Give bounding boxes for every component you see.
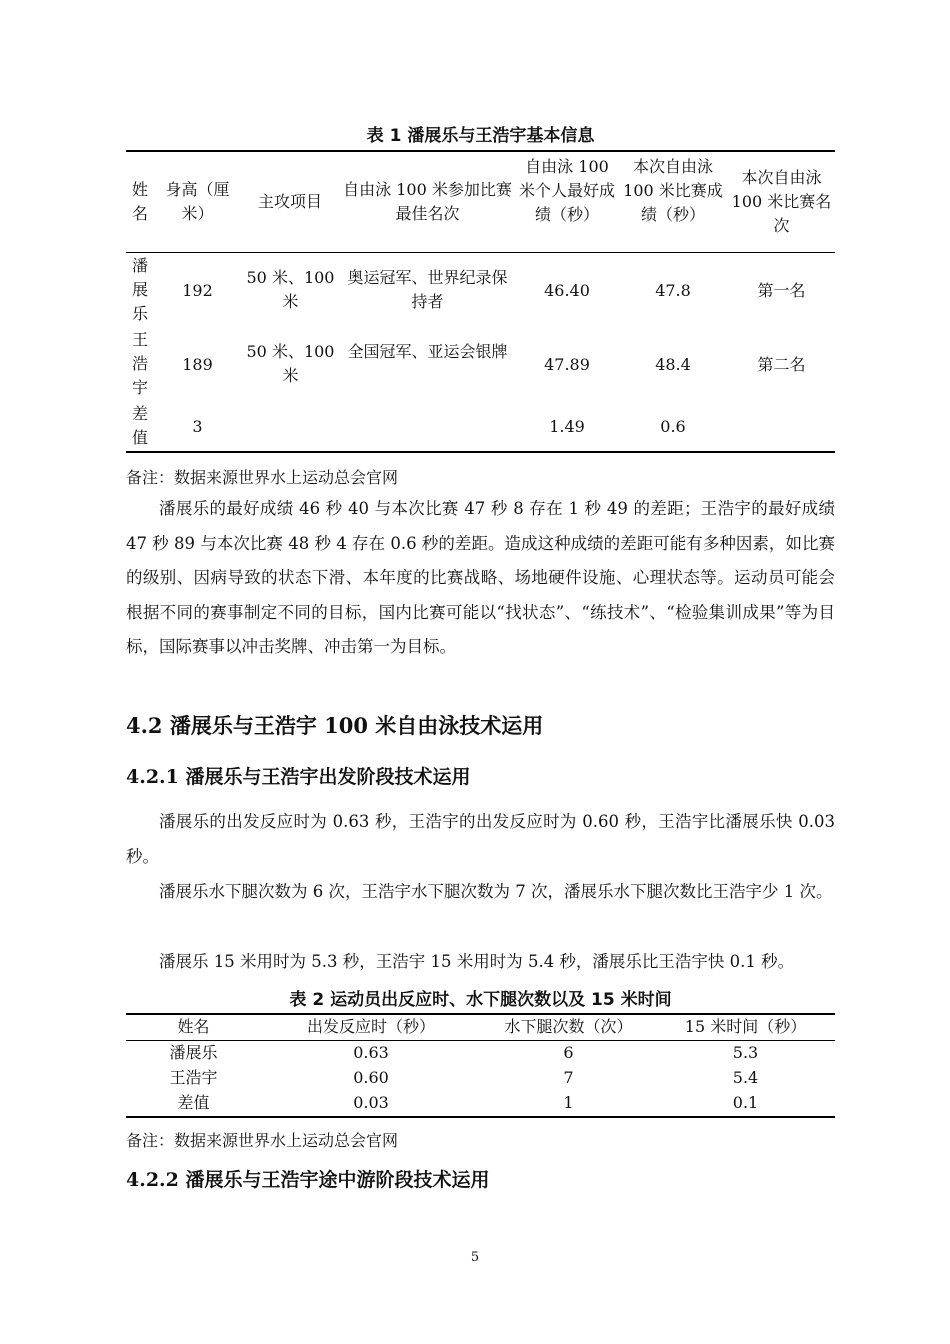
- table2-cell-kicks: 6: [563, 1043, 574, 1062]
- paragraph-underwater-kicks: 潘展乐水下腿次数为 6 次，王浩宇水下腿次数为 7 次，潘展乐水下腿次数比王浩宇少 1 次。: [159, 882, 833, 901]
- section-heading-4-2-1: 4.2.1 潘展乐与王浩宇出发阶段技术运用: [126, 766, 471, 788]
- paragraph-15m-time: 潘展乐 15 米用时为 5.3 秒，王浩宇 15 米用时为 5.4 秒，潘展乐比王浩宇快 0.1 秒。: [159, 952, 795, 971]
- table1-note: 备注：数据来源世界水上运动总会官网: [126, 468, 399, 487]
- table1-cell-event: 50 米、100 米: [246, 268, 335, 311]
- table1-cell-name: 差值: [131, 404, 148, 447]
- table1-cell-best-rank: 奥运冠军、世界纪录保持者: [347, 268, 508, 311]
- table1-cell-this-result: 48.4: [655, 355, 691, 374]
- table1-cell-this-rank: 第一名: [757, 281, 806, 300]
- table1-cell-height: 192: [182, 281, 213, 300]
- table2-cell-15m: 5.3: [732, 1043, 759, 1062]
- table1-header-height: 身高（厘米）: [165, 180, 230, 223]
- table1-cell-event: 50 米、100 米: [246, 342, 335, 385]
- table1-cell-height: 3: [192, 417, 203, 436]
- table1-cell-personal-best: 47.89: [544, 355, 590, 374]
- table2-header-kicks: 水下腿次数（次）: [504, 1017, 633, 1036]
- table1-cell-name: 潘展乐: [131, 256, 148, 323]
- table1-cell-this-rank: 第二名: [757, 355, 806, 374]
- table2-cell-reaction: 0.63: [353, 1043, 389, 1062]
- table1-header-best-rank: 自由泳 100 米参加比赛最佳名次: [343, 180, 512, 223]
- table1-header-event: 主攻项目: [257, 192, 322, 211]
- paragraph-reaction-time: 潘展乐的出发反应时为 0.63 秒，王浩宇的出发反应时为 0.60 秒，王浩宇比潘展乐快 0.03 秒。: [126, 812, 835, 866]
- table1-cell-this-result: 0.6: [660, 417, 686, 436]
- table1-header-this-result: 本次自由泳 100 米比赛成绩（秒）: [623, 157, 723, 224]
- table2-cell-reaction: 0.60: [353, 1068, 389, 1087]
- table2-header-reaction: 出发反应时（秒）: [306, 1017, 435, 1036]
- section-heading-4-2-2: 4.2.2 潘展乐与王浩宇途中游阶段技术运用: [126, 1169, 490, 1191]
- table1-cell-height: 189: [182, 355, 213, 374]
- table2-bottom-rule: [126, 1116, 835, 1118]
- table2-cell-name: 差值: [177, 1093, 210, 1112]
- table2-header-name: 姓名: [177, 1017, 210, 1036]
- table2-cell-reaction: 0.03: [353, 1093, 389, 1112]
- table1-header-name: 姓名: [131, 180, 148, 223]
- table1-cell-best-rank: 全国冠军、亚运会银牌: [347, 342, 508, 361]
- table1-header-this-rank: 本次自由泳 100 米比赛名次: [731, 168, 832, 235]
- paragraph-score-gap: 潘展乐的最好成绩 46 秒 40 与本次比赛 47 秒 8 存在 1 秒 49 的差距；王浩宇的最好成绩 47 秒 89 与本次比赛 48 秒 4 存在 0.6 秒的差距。造成这种成绩的差距可能有多种因素，如比赛的级别、因病导致的状态下滑、本年度的比赛战略、场地硬件设施、心理状态等。运动员可能会根据不同的赛事制定不同的目标，国内比赛可能以“找状态”、“练技术”、“检验集训成果”等为目标，国际赛事以冲击奖牌、冲击第一为目标。: [126, 499, 835, 656]
- table1-bottom-rule: [126, 451, 835, 453]
- table1-cell-personal-best: 46.40: [544, 281, 590, 300]
- table2-note: 备注：数据来源世界水上运动总会官网: [126, 1131, 399, 1150]
- table2-cell-15m: 0.1: [732, 1093, 759, 1112]
- table2-cell-kicks: 1: [563, 1093, 574, 1112]
- table1-caption: 表 1 潘展乐与王浩宇基本信息: [366, 126, 595, 146]
- page-number: 5: [470, 1250, 480, 1265]
- table1-header-rule: [126, 252, 835, 253]
- table2-cell-name: 王浩宇: [169, 1068, 218, 1087]
- table1-cell-name: 王浩宇: [131, 330, 148, 397]
- table2-header-15m: 15 米时间（秒）: [684, 1017, 807, 1036]
- table1-top-rule: [126, 150, 835, 152]
- table2-cell-name: 潘展乐: [169, 1043, 218, 1062]
- table2-cell-kicks: 7: [563, 1068, 574, 1087]
- table1-cell-personal-best: 1.49: [549, 417, 585, 436]
- table2-caption: 表 2 运动员出反应时、水下腿次数以及 15 米时间: [289, 990, 672, 1010]
- section-heading-4-2: 4.2 潘展乐与王浩宇 100 米自由泳技术运用: [126, 713, 544, 738]
- table1-header-personal-best: 自由泳 100 米个人最好成绩（秒）: [518, 157, 615, 224]
- table1-cell-this-result: 47.8: [655, 281, 691, 300]
- table2-cell-15m: 5.4: [732, 1068, 759, 1087]
